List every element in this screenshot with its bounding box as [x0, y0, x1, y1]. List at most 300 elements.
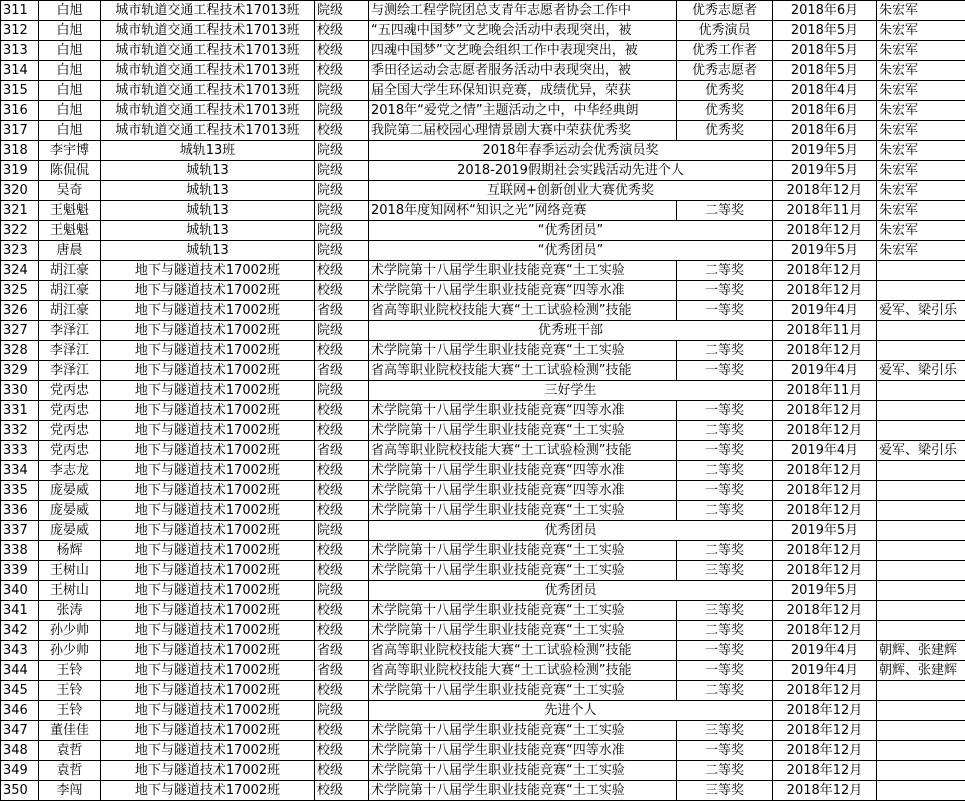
grade-cell[interactable]: 三等奖: [677, 601, 773, 621]
grade-cell[interactable]: 优秀奖: [677, 81, 773, 101]
level-cell[interactable]: 校级: [315, 481, 369, 501]
date-cell[interactable]: 2018年11月: [773, 201, 877, 221]
row-number-cell[interactable]: 330: [1, 381, 39, 401]
level-cell[interactable]: 校级: [315, 421, 369, 441]
name-cell[interactable]: 王铃: [39, 681, 101, 701]
date-cell[interactable]: 2019年5月: [773, 581, 877, 601]
teacher-cell[interactable]: 朝辉、张建辉: [877, 661, 965, 681]
grade-cell[interactable]: 优秀志愿者: [677, 61, 773, 81]
class-cell[interactable]: 地下与隧道技术17002班: [101, 501, 315, 521]
name-cell[interactable]: 白旭: [39, 41, 101, 61]
teacher-cell[interactable]: 朱宏军: [877, 81, 965, 101]
award-cell[interactable]: 术学院第十八届学生职业技能竞赛“土工实验: [369, 621, 677, 641]
teacher-cell[interactable]: 朱宏军: [877, 21, 965, 41]
date-cell[interactable]: 2018年12月: [773, 421, 877, 441]
teacher-cell[interactable]: [877, 581, 965, 601]
teacher-cell[interactable]: 朱宏军: [877, 41, 965, 61]
row-number-cell[interactable]: 336: [1, 501, 39, 521]
date-cell[interactable]: 2018年6月: [773, 121, 877, 141]
date-cell[interactable]: 2018年12月: [773, 401, 877, 421]
teacher-cell[interactable]: 爱军、梁引乐: [877, 361, 965, 381]
date-cell[interactable]: 2018年12月: [773, 621, 877, 641]
level-cell[interactable]: 院级: [315, 221, 369, 241]
award-cell[interactable]: 三好学生: [369, 381, 773, 401]
grade-cell[interactable]: 三等奖: [677, 561, 773, 581]
row-number-cell[interactable]: 332: [1, 421, 39, 441]
date-cell[interactable]: 2019年5月: [773, 241, 877, 261]
class-cell[interactable]: 城轨13: [101, 161, 315, 181]
teacher-cell[interactable]: 朱宏军: [877, 161, 965, 181]
award-cell[interactable]: 先进个人: [369, 701, 773, 721]
name-cell[interactable]: 胡江豪: [39, 261, 101, 281]
award-cell[interactable]: 术学院第十八届学生职业技能竞赛“土工实验: [369, 421, 677, 441]
name-cell[interactable]: 李泽江: [39, 321, 101, 341]
class-cell[interactable]: 城市轨道交通工程技术17013班: [101, 101, 315, 121]
award-cell[interactable]: 省高等职业院校技能大赛“土工试验检测”技能: [369, 361, 677, 381]
date-cell[interactable]: 2018年4月: [773, 81, 877, 101]
award-cell[interactable]: 2018年“爱党之情”主题活动之中，中华经典朗: [369, 101, 677, 121]
class-cell[interactable]: 城市轨道交通工程技术17013班: [101, 1, 315, 21]
level-cell[interactable]: 校级: [315, 401, 369, 421]
level-cell[interactable]: 院级: [315, 321, 369, 341]
grade-cell[interactable]: 一等奖: [677, 741, 773, 761]
teacher-cell[interactable]: 朱宏军: [877, 61, 965, 81]
name-cell[interactable]: 陈侃侃: [39, 161, 101, 181]
teacher-cell[interactable]: 爱军、梁引乐: [877, 301, 965, 321]
grade-cell[interactable]: 二等奖: [677, 541, 773, 561]
row-number-cell[interactable]: 343: [1, 641, 39, 661]
name-cell[interactable]: 孙少帅: [39, 641, 101, 661]
class-cell[interactable]: 地下与隧道技术17002班: [101, 681, 315, 701]
date-cell[interactable]: 2018年12月: [773, 541, 877, 561]
class-cell[interactable]: 地下与隧道技术17002班: [101, 361, 315, 381]
name-cell[interactable]: 胡江豪: [39, 301, 101, 321]
row-number-cell[interactable]: 324: [1, 261, 39, 281]
name-cell[interactable]: 袁哲: [39, 741, 101, 761]
name-cell[interactable]: 王魁魁: [39, 221, 101, 241]
class-cell[interactable]: 地下与隧道技术17002班: [101, 321, 315, 341]
row-number-cell[interactable]: 322: [1, 221, 39, 241]
name-cell[interactable]: 孙少帅: [39, 621, 101, 641]
level-cell[interactable]: 校级: [315, 21, 369, 41]
award-cell[interactable]: 优秀班干部: [369, 321, 773, 341]
date-cell[interactable]: 2018年6月: [773, 1, 877, 21]
grade-cell[interactable]: 一等奖: [677, 441, 773, 461]
level-cell[interactable]: 校级: [315, 621, 369, 641]
name-cell[interactable]: 王魁魁: [39, 201, 101, 221]
award-cell[interactable]: 术学院第十八届学生职业技能竞赛“四等水准: [369, 281, 677, 301]
grade-cell[interactable]: 一等奖: [677, 641, 773, 661]
award-cell[interactable]: 术学院第十八届学生职业技能竞赛“四等水准: [369, 461, 677, 481]
award-cell[interactable]: 省高等职业院校技能大赛“土工试验检测”技能: [369, 661, 677, 681]
date-cell[interactable]: 2019年5月: [773, 161, 877, 181]
award-cell[interactable]: 术学院第十八届学生职业技能竞赛“土工实验: [369, 721, 677, 741]
teacher-cell[interactable]: 朱宏军: [877, 221, 965, 241]
row-number-cell[interactable]: 342: [1, 621, 39, 641]
row-number-cell[interactable]: 331: [1, 401, 39, 421]
date-cell[interactable]: 2018年12月: [773, 761, 877, 781]
award-cell[interactable]: 术学院第十八届学生职业技能竞赛“四等水准: [369, 741, 677, 761]
name-cell[interactable]: 杨辉: [39, 541, 101, 561]
level-cell[interactable]: 院级: [315, 101, 369, 121]
name-cell[interactable]: 李闯: [39, 781, 101, 801]
date-cell[interactable]: 2018年12月: [773, 281, 877, 301]
date-cell[interactable]: 2018年6月: [773, 101, 877, 121]
name-cell[interactable]: 王铃: [39, 661, 101, 681]
date-cell[interactable]: 2018年12月: [773, 781, 877, 801]
date-cell[interactable]: 2019年4月: [773, 441, 877, 461]
class-cell[interactable]: 地下与隧道技术17002班: [101, 701, 315, 721]
award-cell[interactable]: 2018年度知网杯“知识之光”网络竞赛: [369, 201, 677, 221]
grade-cell[interactable]: 优秀志愿者: [677, 1, 773, 21]
class-cell[interactable]: 地下与隧道技术17002班: [101, 401, 315, 421]
class-cell[interactable]: 地下与隧道技术17002班: [101, 341, 315, 361]
award-cell[interactable]: 术学院第十八届学生职业技能竞赛“土工实验: [369, 341, 677, 361]
row-number-cell[interactable]: 339: [1, 561, 39, 581]
date-cell[interactable]: 2018年12月: [773, 561, 877, 581]
teacher-cell[interactable]: [877, 381, 965, 401]
date-cell[interactable]: 2018年12月: [773, 501, 877, 521]
class-cell[interactable]: 地下与隧道技术17002班: [101, 301, 315, 321]
level-cell[interactable]: 校级: [315, 561, 369, 581]
grade-cell[interactable]: 二等奖: [677, 681, 773, 701]
name-cell[interactable]: 李志龙: [39, 461, 101, 481]
award-cell[interactable]: 四魂中国梦”文艺晚会组织工作中表现突出，被: [369, 41, 677, 61]
teacher-cell[interactable]: [877, 721, 965, 741]
level-cell[interactable]: 院级: [315, 1, 369, 21]
date-cell[interactable]: 2019年4月: [773, 661, 877, 681]
award-cell[interactable]: 互联网+创新创业大赛优秀奖: [369, 181, 773, 201]
grade-cell[interactable]: 一等奖: [677, 281, 773, 301]
class-cell[interactable]: 地下与隧道技术17002班: [101, 741, 315, 761]
class-cell[interactable]: 地下与隧道技术17002班: [101, 281, 315, 301]
row-number-cell[interactable]: 315: [1, 81, 39, 101]
date-cell[interactable]: 2019年5月: [773, 141, 877, 161]
teacher-cell[interactable]: [877, 461, 965, 481]
row-number-cell[interactable]: 311: [1, 1, 39, 21]
teacher-cell[interactable]: [877, 761, 965, 781]
class-cell[interactable]: 地下与隧道技术17002班: [101, 601, 315, 621]
award-cell[interactable]: 与测绘工程学院团总支青年志愿者协会工作中: [369, 1, 677, 21]
teacher-cell[interactable]: [877, 261, 965, 281]
name-cell[interactable]: 李宇博: [39, 141, 101, 161]
date-cell[interactable]: 2018年12月: [773, 681, 877, 701]
teacher-cell[interactable]: 朝辉、张建辉: [877, 641, 965, 661]
level-cell[interactable]: 校级: [315, 501, 369, 521]
name-cell[interactable]: 胡江豪: [39, 281, 101, 301]
date-cell[interactable]: 2019年5月: [773, 521, 877, 541]
name-cell[interactable]: 李泽江: [39, 341, 101, 361]
award-cell[interactable]: 省高等职业院校技能大赛“土工试验检测”技能: [369, 301, 677, 321]
grade-cell[interactable]: 三等奖: [677, 781, 773, 801]
date-cell[interactable]: 2018年5月: [773, 61, 877, 81]
row-number-cell[interactable]: 313: [1, 41, 39, 61]
level-cell[interactable]: 省级: [315, 441, 369, 461]
row-number-cell[interactable]: 320: [1, 181, 39, 201]
row-number-cell[interactable]: 345: [1, 681, 39, 701]
class-cell[interactable]: 城轨13: [101, 181, 315, 201]
date-cell[interactable]: 2019年4月: [773, 361, 877, 381]
level-cell[interactable]: 院级: [315, 81, 369, 101]
teacher-cell[interactable]: [877, 501, 965, 521]
level-cell[interactable]: 校级: [315, 781, 369, 801]
date-cell[interactable]: 2018年12月: [773, 601, 877, 621]
teacher-cell[interactable]: [877, 401, 965, 421]
award-cell[interactable]: 术学院第十八届学生职业技能竞赛“土工实验: [369, 761, 677, 781]
date-cell[interactable]: 2018年5月: [773, 41, 877, 61]
class-cell[interactable]: 城轨13: [101, 241, 315, 261]
level-cell[interactable]: 校级: [315, 281, 369, 301]
grade-cell[interactable]: 二等奖: [677, 461, 773, 481]
award-cell[interactable]: 省高等职业院校技能大赛“土工试验检测”技能: [369, 641, 677, 661]
award-cell[interactable]: 术学院第十八届学生职业技能竞赛“四等水准: [369, 401, 677, 421]
award-cell[interactable]: 术学院第十八届学生职业技能竞赛“土工实验: [369, 501, 677, 521]
award-cell[interactable]: 2018年春季运动会优秀演员奖: [369, 141, 773, 161]
name-cell[interactable]: 李泽江: [39, 361, 101, 381]
name-cell[interactable]: 白旭: [39, 21, 101, 41]
award-cell[interactable]: 术学院第十八届学生职业技能竞赛“土工实验: [369, 781, 677, 801]
grade-cell[interactable]: 三等奖: [677, 721, 773, 741]
level-cell[interactable]: 校级: [315, 541, 369, 561]
grade-cell[interactable]: 优秀演员: [677, 21, 773, 41]
row-number-cell[interactable]: 314: [1, 61, 39, 81]
award-cell[interactable]: 术学院第十八届学生职业技能竞赛“土工实验: [369, 261, 677, 281]
row-number-cell[interactable]: 312: [1, 21, 39, 41]
teacher-cell[interactable]: [877, 521, 965, 541]
row-number-cell[interactable]: 317: [1, 121, 39, 141]
class-cell[interactable]: 城轨13: [101, 201, 315, 221]
grade-cell[interactable]: 一等奖: [677, 481, 773, 501]
class-cell[interactable]: 城轨13: [101, 221, 315, 241]
award-cell[interactable]: “优秀团员”: [369, 221, 773, 241]
award-cell[interactable]: 季田径运动会志愿者服务活动中表现突出，被: [369, 61, 677, 81]
level-cell[interactable]: 院级: [315, 181, 369, 201]
class-cell[interactable]: 城市轨道交通工程技术17013班: [101, 61, 315, 81]
teacher-cell[interactable]: [877, 601, 965, 621]
class-cell[interactable]: 地下与隧道技术17002班: [101, 481, 315, 501]
name-cell[interactable]: 庞晏威: [39, 501, 101, 521]
level-cell[interactable]: 院级: [315, 141, 369, 161]
level-cell[interactable]: 省级: [315, 641, 369, 661]
name-cell[interactable]: 党丙忠: [39, 401, 101, 421]
date-cell[interactable]: 2018年12月: [773, 721, 877, 741]
date-cell[interactable]: 2018年12月: [773, 461, 877, 481]
date-cell[interactable]: 2018年12月: [773, 341, 877, 361]
award-cell[interactable]: 术学院第十八届学生职业技能竞赛“四等水准: [369, 481, 677, 501]
row-number-cell[interactable]: 338: [1, 541, 39, 561]
level-cell[interactable]: 校级: [315, 741, 369, 761]
grade-cell[interactable]: 一等奖: [677, 361, 773, 381]
teacher-cell[interactable]: [877, 561, 965, 581]
row-number-cell[interactable]: 337: [1, 521, 39, 541]
grade-cell[interactable]: 优秀工作者: [677, 41, 773, 61]
teacher-cell[interactable]: [877, 421, 965, 441]
teacher-cell[interactable]: [877, 541, 965, 561]
level-cell[interactable]: 院级: [315, 381, 369, 401]
date-cell[interactable]: 2018年12月: [773, 221, 877, 241]
class-cell[interactable]: 地下与隧道技术17002班: [101, 421, 315, 441]
teacher-cell[interactable]: 朱宏军: [877, 121, 965, 141]
date-cell[interactable]: 2019年4月: [773, 301, 877, 321]
level-cell[interactable]: 校级: [315, 341, 369, 361]
grade-cell[interactable]: 二等奖: [677, 261, 773, 281]
class-cell[interactable]: 地下与隧道技术17002班: [101, 461, 315, 481]
grade-cell[interactable]: 优秀奖: [677, 101, 773, 121]
row-number-cell[interactable]: 335: [1, 481, 39, 501]
row-number-cell[interactable]: 341: [1, 601, 39, 621]
teacher-cell[interactable]: 朱宏军: [877, 1, 965, 21]
award-cell[interactable]: 术学院第十八届学生职业技能竞赛“土工实验: [369, 681, 677, 701]
row-number-cell[interactable]: 323: [1, 241, 39, 261]
class-cell[interactable]: 地下与隧道技术17002班: [101, 721, 315, 741]
grade-cell[interactable]: 二等奖: [677, 501, 773, 521]
grade-cell[interactable]: 二等奖: [677, 341, 773, 361]
teacher-cell[interactable]: [877, 781, 965, 801]
row-number-cell[interactable]: 319: [1, 161, 39, 181]
name-cell[interactable]: 白旭: [39, 1, 101, 21]
name-cell[interactable]: 党丙忠: [39, 381, 101, 401]
grade-cell[interactable]: 二等奖: [677, 421, 773, 441]
level-cell[interactable]: 院级: [315, 241, 369, 261]
level-cell[interactable]: 院级: [315, 581, 369, 601]
date-cell[interactable]: 2018年12月: [773, 481, 877, 501]
teacher-cell[interactable]: 朱宏军: [877, 201, 965, 221]
row-number-cell[interactable]: 326: [1, 301, 39, 321]
name-cell[interactable]: 袁哲: [39, 761, 101, 781]
row-number-cell[interactable]: 348: [1, 741, 39, 761]
name-cell[interactable]: 白旭: [39, 61, 101, 81]
class-cell[interactable]: 地下与隧道技术17002班: [101, 441, 315, 461]
name-cell[interactable]: 吴奇: [39, 181, 101, 201]
class-cell[interactable]: 地下与隧道技术17002班: [101, 581, 315, 601]
class-cell[interactable]: 城轨13班: [101, 141, 315, 161]
teacher-cell[interactable]: 爱军、梁引乐: [877, 441, 965, 461]
date-cell[interactable]: 2018年12月: [773, 701, 877, 721]
class-cell[interactable]: 地下与隧道技术17002班: [101, 781, 315, 801]
level-cell[interactable]: 省级: [315, 361, 369, 381]
award-cell[interactable]: 我院第二届校园心理情景剧大赛中荣获优秀奖: [369, 121, 677, 141]
row-number-cell[interactable]: 316: [1, 101, 39, 121]
date-cell[interactable]: 2018年11月: [773, 321, 877, 341]
grade-cell[interactable]: 二等奖: [677, 201, 773, 221]
name-cell[interactable]: 白旭: [39, 101, 101, 121]
award-cell[interactable]: “优秀团员”: [369, 241, 773, 261]
level-cell[interactable]: 校级: [315, 261, 369, 281]
row-number-cell[interactable]: 340: [1, 581, 39, 601]
level-cell[interactable]: 校级: [315, 461, 369, 481]
grade-cell[interactable]: 一等奖: [677, 401, 773, 421]
teacher-cell[interactable]: 朱宏军: [877, 141, 965, 161]
class-cell[interactable]: 城市轨道交通工程技术17013班: [101, 41, 315, 61]
grade-cell[interactable]: 一等奖: [677, 661, 773, 681]
class-cell[interactable]: 地下与隧道技术17002班: [101, 381, 315, 401]
name-cell[interactable]: 党丙忠: [39, 441, 101, 461]
row-number-cell[interactable]: 328: [1, 341, 39, 361]
name-cell[interactable]: 唐晨: [39, 241, 101, 261]
class-cell[interactable]: 地下与隧道技术17002班: [101, 761, 315, 781]
award-cell[interactable]: 2018-2019假期社会实践活动先进个人: [369, 161, 773, 181]
class-cell[interactable]: 城市轨道交通工程技术17013班: [101, 121, 315, 141]
level-cell[interactable]: 院级: [315, 161, 369, 181]
level-cell[interactable]: 校级: [315, 121, 369, 141]
teacher-cell[interactable]: [877, 321, 965, 341]
award-cell[interactable]: 优秀团员: [369, 521, 773, 541]
grade-cell[interactable]: 优秀奖: [677, 121, 773, 141]
level-cell[interactable]: 校级: [315, 721, 369, 741]
level-cell[interactable]: 院级: [315, 521, 369, 541]
name-cell[interactable]: 董佳佳: [39, 721, 101, 741]
name-cell[interactable]: 张涛: [39, 601, 101, 621]
row-number-cell[interactable]: 325: [1, 281, 39, 301]
date-cell[interactable]: 2018年12月: [773, 181, 877, 201]
row-number-cell[interactable]: 349: [1, 761, 39, 781]
award-cell[interactable]: “五四魂中国梦”文艺晚会活动中表现突出，被: [369, 21, 677, 41]
level-cell[interactable]: 省级: [315, 661, 369, 681]
grade-cell[interactable]: 一等奖: [677, 301, 773, 321]
date-cell[interactable]: 2019年4月: [773, 641, 877, 661]
row-number-cell[interactable]: 321: [1, 201, 39, 221]
name-cell[interactable]: 白旭: [39, 81, 101, 101]
name-cell[interactable]: 王铃: [39, 701, 101, 721]
class-cell[interactable]: 城市轨道交通工程技术17013班: [101, 21, 315, 41]
grade-cell[interactable]: 二等奖: [677, 621, 773, 641]
grade-cell[interactable]: 二等奖: [677, 761, 773, 781]
teacher-cell[interactable]: [877, 481, 965, 501]
award-cell[interactable]: 术学院第十八届学生职业技能竞赛“土工实验: [369, 561, 677, 581]
class-cell[interactable]: 地下与隧道技术17002班: [101, 261, 315, 281]
level-cell[interactable]: 省级: [315, 301, 369, 321]
class-cell[interactable]: 地下与隧道技术17002班: [101, 561, 315, 581]
teacher-cell[interactable]: 朱宏军: [877, 181, 965, 201]
teacher-cell[interactable]: [877, 281, 965, 301]
row-number-cell[interactable]: 327: [1, 321, 39, 341]
row-number-cell[interactable]: 333: [1, 441, 39, 461]
class-cell[interactable]: 地下与隧道技术17002班: [101, 621, 315, 641]
teacher-cell[interactable]: [877, 681, 965, 701]
date-cell[interactable]: 2018年11月: [773, 381, 877, 401]
class-cell[interactable]: 地下与隧道技术17002班: [101, 641, 315, 661]
date-cell[interactable]: 2018年12月: [773, 261, 877, 281]
teacher-cell[interactable]: 朱宏军: [877, 101, 965, 121]
row-number-cell[interactable]: 350: [1, 781, 39, 801]
level-cell[interactable]: 校级: [315, 41, 369, 61]
award-cell[interactable]: 届全国大学生环保知识竞赛，成绩优异，荣获: [369, 81, 677, 101]
name-cell[interactable]: 王树山: [39, 581, 101, 601]
name-cell[interactable]: 白旭: [39, 121, 101, 141]
name-cell[interactable]: 党丙忠: [39, 421, 101, 441]
class-cell[interactable]: 地下与隧道技术17002班: [101, 521, 315, 541]
row-number-cell[interactable]: 347: [1, 721, 39, 741]
name-cell[interactable]: 庞晏威: [39, 521, 101, 541]
class-cell[interactable]: 地下与隧道技术17002班: [101, 541, 315, 561]
teacher-cell[interactable]: [877, 341, 965, 361]
row-number-cell[interactable]: 334: [1, 461, 39, 481]
name-cell[interactable]: 王树山: [39, 561, 101, 581]
name-cell[interactable]: 庞晏威: [39, 481, 101, 501]
level-cell[interactable]: 校级: [315, 61, 369, 81]
level-cell[interactable]: 院级: [315, 201, 369, 221]
class-cell[interactable]: 城市轨道交通工程技术17013班: [101, 81, 315, 101]
teacher-cell[interactable]: [877, 741, 965, 761]
award-cell[interactable]: 术学院第十八届学生职业技能竞赛“土工实验: [369, 541, 677, 561]
row-number-cell[interactable]: 346: [1, 701, 39, 721]
teacher-cell[interactable]: [877, 701, 965, 721]
award-cell[interactable]: 优秀团员: [369, 581, 773, 601]
level-cell[interactable]: 校级: [315, 681, 369, 701]
row-number-cell[interactable]: 318: [1, 141, 39, 161]
date-cell[interactable]: 2018年12月: [773, 741, 877, 761]
date-cell[interactable]: 2018年5月: [773, 21, 877, 41]
